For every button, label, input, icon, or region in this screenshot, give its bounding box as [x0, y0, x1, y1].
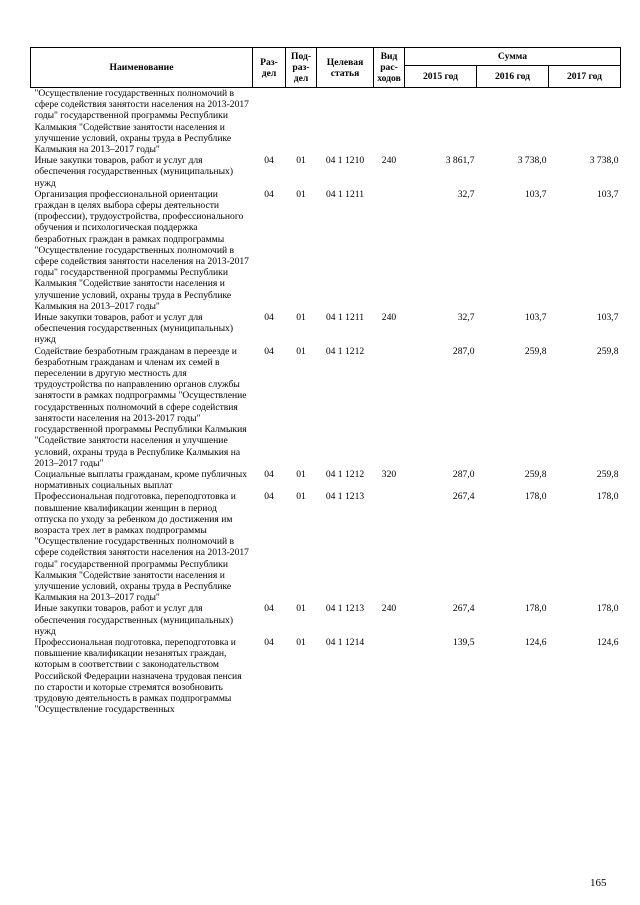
page-number: 165 [590, 877, 607, 889]
cell-vid: 320 [381, 468, 397, 480]
cell-vid [374, 88, 405, 156]
header-year-2015: 2015 год [405, 66, 477, 88]
cell-razdel: 04 [264, 312, 274, 324]
cell-vid [374, 346, 405, 469]
cell-name: Иные закупки товаров, работ и услуг для обеспечения государственных (муниципальных) нужд [34, 155, 234, 189]
cell-razdel: 04 [264, 188, 274, 200]
cell-name: Иные закупки товаров, работ и услуг для обеспечения государственных (муниципальных) нужд [34, 603, 234, 637]
table-row [31, 491, 621, 603]
budget-table [30, 47, 621, 715]
cell-name: "Осуществление государственных полномочий в сфере содействия занятости населения на 2013-2017 годы" государственной программы Республики Калмыкия "Содействие занятости населения и улучшение условий, охраны труда в Республике Калмыкия на 2013–2017 годы" [34, 88, 249, 156]
cell-podrazdel: 01 [296, 636, 306, 648]
cell-y2016: 124,6 [524, 636, 547, 648]
header-year-2016: 2016 год [477, 66, 549, 88]
table-row [31, 312, 621, 346]
table-row [31, 155, 621, 189]
cell-razdel: 04 [264, 468, 274, 480]
cell-name: Профессиональная подготовка, переподготовка и повышение квалификации незанятых граждан, которым в соответствии с законодательством Российской Федерации назначена трудовая пенсия по старости и которые стремятся возобновить трудовую деятельность в рамках подпрограммы "Осуществление государственных [34, 636, 242, 716]
cell-vid [374, 491, 405, 603]
cell-y2017: 124,6 [596, 636, 619, 648]
cell-y2016: 103,7 [524, 312, 547, 324]
cell-y2017: 178,0 [596, 491, 619, 503]
cell-podrazdel: 01 [296, 603, 306, 615]
cell-podrazdel: 01 [296, 345, 306, 357]
cell-name: Содействие безработным гражданам в переезде и безработным гражданам и членам их семей в переселении в другую местность для трудоустройства по направлению органов службы занятости в рамках подпрограммы "Осуществление государственных полномочий в сфере содействия занятости населения на 2013-2017 годы" государственной программы Республики Калмыкия "Содействие занятости населения и улучшение условий, охраны труда в Республике Калмыкия на 2013–2017 годы" [34, 345, 247, 469]
cell-y2015: 3 861,7 [445, 155, 475, 167]
cell-podrazdel: 01 [296, 491, 306, 503]
cell-target: 04 1 1211 [325, 188, 365, 200]
cell-target: 04 1 1212 [325, 468, 365, 480]
cell-podrazdel: 01 [296, 188, 306, 200]
budget-table-page [30, 47, 620, 715]
cell-vid: 240 [381, 312, 397, 324]
cell-y2016: 3 738,0 [517, 155, 547, 167]
cell-podrazdel: 01 [296, 468, 306, 480]
header-razdel: Раз- дел [253, 48, 286, 88]
header-sum: Сумма [405, 48, 621, 66]
cell-vid [374, 189, 405, 312]
cell-target: 04 1 1213 [325, 603, 365, 615]
cell-target: 04 1 1211 [325, 312, 365, 324]
cell-vid: 240 [381, 603, 397, 615]
cell-y2015: 139,5 [452, 636, 475, 648]
cell-razdel: 04 [264, 345, 274, 357]
cell-podrazdel: 01 [296, 155, 306, 167]
cell-podrazdel: 01 [296, 312, 306, 324]
cell-y2017: 103,7 [596, 312, 619, 324]
cell-razdel [253, 88, 286, 156]
table-row [31, 603, 621, 637]
cell-razdel: 04 [264, 491, 274, 503]
cell-vid: 240 [381, 155, 397, 167]
cell-name: Профессиональная подготовка, переподготовка и повышение квалификации женщин в период отпуска по уходу за ребенком до достижения им возраста трех лет в рамках подпрограммы "Осуществление государственных полномочий в сфере содействия занятости населения на 2013-2017 годы" государственной программы Республики Калмыкия "Содействие занятости населения и улучшение условий, охраны труда в Республике Калмыкия на 2013–2017 годы" [34, 491, 249, 604]
cell-target: 04 1 1213 [325, 491, 365, 503]
table-row [31, 346, 621, 469]
table-row [31, 189, 621, 312]
header-target: Целевая статья [317, 48, 374, 88]
header-podrazdel: Под- раз- дел [286, 48, 317, 88]
cell-razdel: 04 [264, 603, 274, 615]
cell-y2017 [549, 88, 621, 156]
cell-y2016: 103,7 [524, 188, 547, 200]
cell-y2017: 259,8 [596, 468, 619, 480]
cell-name: Социальные выплаты гражданам, кроме публичных нормативных социальных выплат [34, 468, 248, 492]
cell-target: 04 1 1214 [325, 636, 365, 648]
cell-y2016 [477, 88, 549, 156]
table-row [31, 469, 621, 491]
cell-target: 04 1 1210 [325, 155, 365, 167]
header-name: Наименование [31, 48, 253, 88]
cell-y2015: 32,7 [457, 312, 475, 324]
cell-vid [374, 637, 405, 715]
cell-podrazdel [286, 88, 317, 156]
cell-y2015: 267,4 [452, 491, 475, 503]
cell-y2015: 32,7 [457, 188, 475, 200]
table-body [31, 88, 621, 716]
cell-y2016: 178,0 [524, 491, 547, 503]
cell-y2015: 267,4 [452, 603, 475, 615]
cell-y2016: 178,0 [524, 603, 547, 615]
cell-y2017: 103,7 [596, 188, 619, 200]
cell-y2015 [405, 88, 477, 156]
cell-razdel: 04 [264, 636, 274, 648]
cell-y2017: 3 738,0 [589, 155, 619, 167]
cell-name: Иные закупки товаров, работ и услуг для обеспечения государственных (муниципальных) нужд [34, 312, 234, 346]
header-vid: Вид рас- ходов [374, 48, 405, 88]
cell-target [317, 88, 374, 156]
cell-y2017: 259,8 [596, 345, 619, 357]
cell-y2015: 287,0 [452, 345, 475, 357]
cell-target: 04 1 1212 [325, 345, 365, 357]
cell-y2015: 287,0 [452, 468, 475, 480]
table-row [31, 88, 621, 156]
cell-y2017: 178,0 [596, 603, 619, 615]
cell-y2016: 259,8 [524, 468, 547, 480]
table-row [31, 637, 621, 715]
cell-razdel: 04 [264, 155, 274, 167]
cell-y2016: 259,8 [524, 345, 547, 357]
cell-name: Организация профессиональной ориентации граждан в целях выбора сферы деятельности (профессии), трудоустройства, профессионального обучения и психологическая поддержка безработных граждан в рамках подпрограммы "Осуществление государственных полномочий в сфере содействия занятости населения на 2013-2017 годы" государственной программы Республики Калмыкия "Содействие занятости населения и улучшение условий, охраны труда в Республике Калмыкия на 2013–2017 годы" [34, 188, 249, 312]
header-year-2017: 2017 год [549, 66, 621, 88]
